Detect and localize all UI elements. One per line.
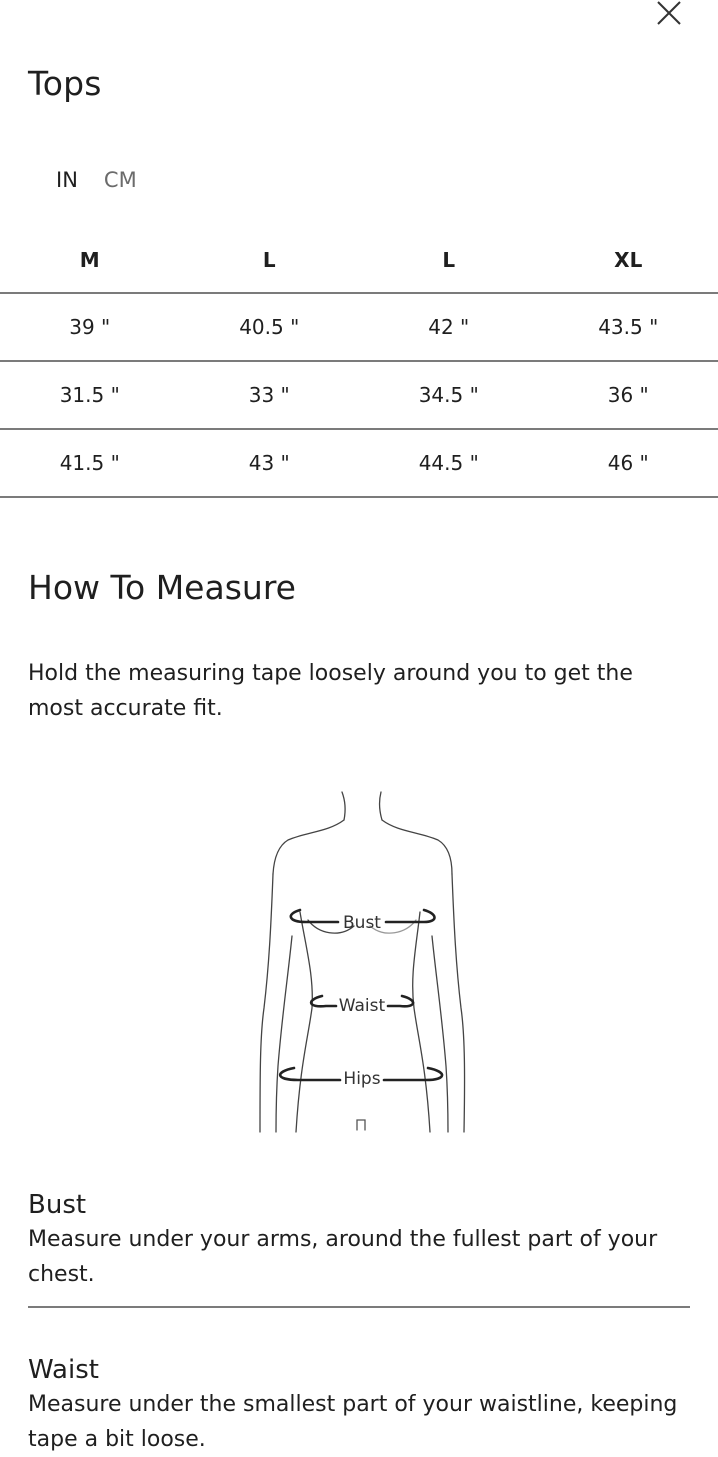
column-header: L bbox=[359, 248, 539, 272]
divider bbox=[28, 1306, 690, 1308]
column-header: XL bbox=[539, 248, 718, 272]
measure-item-title: Bust bbox=[28, 1188, 690, 1222]
table-row bbox=[0, 362, 718, 430]
table-cell: 41.5 " bbox=[0, 451, 180, 475]
column-header: M bbox=[0, 248, 180, 272]
table-cell: 36 " bbox=[539, 383, 718, 407]
section-title: How To Measure bbox=[28, 568, 296, 607]
torso-illustration bbox=[248, 786, 478, 1138]
page-title: Tops bbox=[28, 64, 102, 103]
close-icon bbox=[654, 0, 684, 28]
bust-diagram-label: Bust bbox=[343, 913, 381, 933]
table-cell: 46 " bbox=[539, 451, 718, 475]
table-cell: 44.5 " bbox=[359, 451, 539, 475]
measure-item-bust bbox=[28, 1188, 690, 1292]
column-header: L bbox=[180, 248, 360, 272]
waist-diagram-label: Waist bbox=[339, 996, 386, 1016]
measure-item-title: Waist bbox=[28, 1353, 690, 1387]
hips-diagram-label: Hips bbox=[343, 1069, 380, 1089]
measure-item-text: Measure under your arms, around the fullest part of your chest. bbox=[28, 1222, 690, 1292]
table-cell: 40.5 " bbox=[180, 315, 360, 339]
measure-item-text: Measure under the smallest part of your waistline, keeping tape a bit loose. bbox=[28, 1387, 690, 1457]
size-table bbox=[0, 228, 718, 498]
table-header-row bbox=[0, 228, 718, 294]
table-cell: 33 " bbox=[180, 383, 360, 407]
table-cell: 39 " bbox=[0, 315, 180, 339]
table-row bbox=[0, 294, 718, 362]
table-cell: 43 " bbox=[180, 451, 360, 475]
table-cell: 34.5 " bbox=[359, 383, 539, 407]
table-row bbox=[0, 430, 718, 498]
measure-item-waist bbox=[28, 1353, 690, 1457]
unit-toggle bbox=[56, 168, 137, 192]
close-button[interactable] bbox=[654, 0, 684, 28]
body-measurement-diagram bbox=[248, 786, 478, 1138]
table-cell: 42 " bbox=[359, 315, 539, 339]
table-cell: 43.5 " bbox=[539, 315, 718, 339]
intro-text: Hold the measuring tape loosely around you to get the most accurate fit. bbox=[28, 656, 688, 726]
table-cell: 31.5 " bbox=[0, 383, 180, 407]
unit-option-cm[interactable]: CM bbox=[104, 168, 137, 192]
unit-option-in[interactable]: IN bbox=[56, 168, 78, 192]
